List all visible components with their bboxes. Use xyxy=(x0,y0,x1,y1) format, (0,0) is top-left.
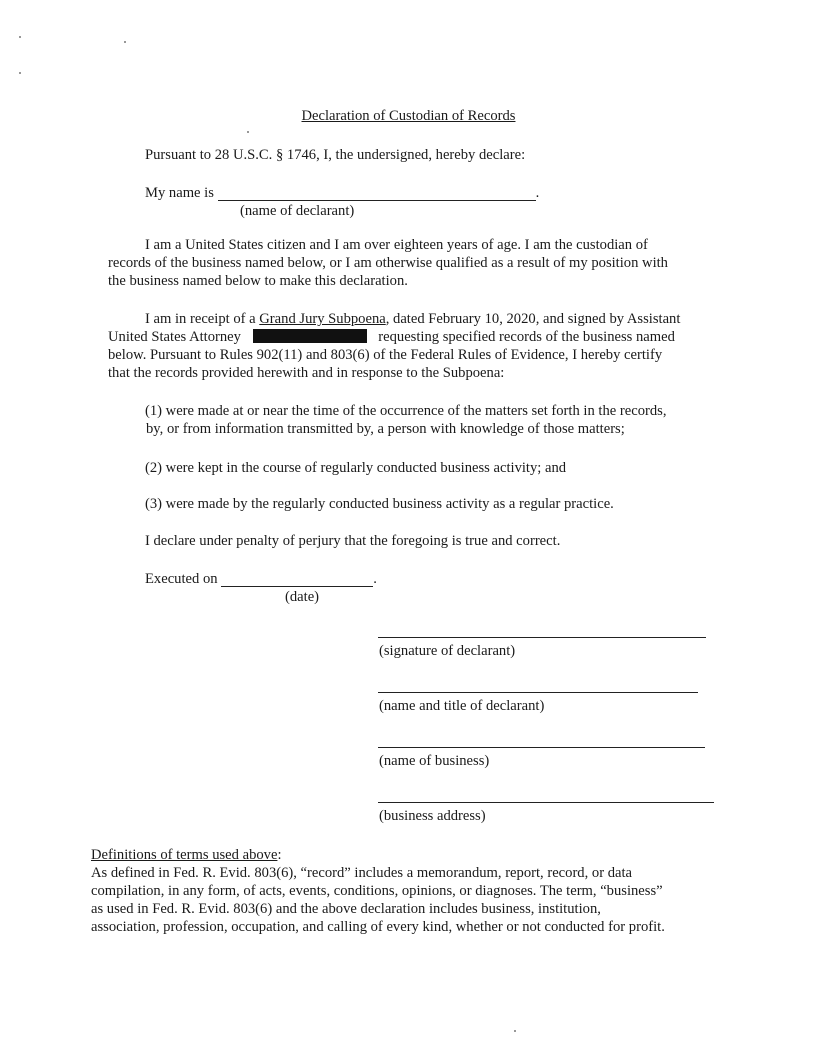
eligibility-paragraph xyxy=(108,236,716,290)
name-input-line[interactable] xyxy=(218,186,536,201)
scan-speck xyxy=(514,1030,516,1032)
date-field: Executed on . xyxy=(145,571,377,587)
paragraph-line: As defined in Fed. R. Evid. 803(6), “record” includes a memorandum, report, record, or data xyxy=(91,865,633,881)
paragraph-line: the business named below to make this declaration. xyxy=(108,273,408,289)
name-title-line[interactable] xyxy=(378,692,698,693)
certification-item-2: (2) were kept in the course of regularly conducted business activity; and xyxy=(145,460,567,476)
page-title: Declaration of Custodian of Records xyxy=(301,108,516,124)
signature-line[interactable] xyxy=(378,637,706,638)
certification-item-3: (3) were made by the regularly conducted business activity as a regular practice. xyxy=(145,496,614,512)
business-name-line[interactable] xyxy=(378,747,705,748)
paragraph-line: below. Pursuant to Rules 902(11) and 803(6) of the Federal Rules of Evidence, I hereby certify xyxy=(108,347,663,363)
paragraph-line: I am a United States citizen and I am over eighteen years of age. I am the custodian of xyxy=(145,237,648,253)
paragraph-line: association, profession, occupation, and calling of every kind, whether or not conducted for profit. xyxy=(91,919,665,935)
scan-speck xyxy=(247,131,249,133)
business-name-caption: (name of business) xyxy=(379,753,490,769)
redaction-block xyxy=(253,329,367,343)
name-field-label: My name is xyxy=(145,185,214,201)
name-field: My name is . xyxy=(145,185,540,201)
definitions-heading: Definitions of terms used above: xyxy=(91,847,282,863)
signature-caption: (signature of declarant) xyxy=(379,643,516,659)
name-field-caption: (name of declarant) xyxy=(240,203,355,219)
scan-speck xyxy=(124,41,126,43)
definitions-body xyxy=(91,864,715,936)
business-address-line[interactable] xyxy=(378,802,714,803)
date-field-label: Executed on xyxy=(145,571,218,587)
paragraph-line: as used in Fed. R. Evid. 803(6) and the above declaration includes business, institution, xyxy=(91,901,601,917)
subpoena-reference: Grand Jury Subpoena xyxy=(259,311,386,327)
certification-item-1: (1) were made at or near the time of the occurrence of the matters set forth in the records, by, or from information transmitted by, a person with knowledge of those matters; xyxy=(145,403,667,437)
subpoena-paragraph xyxy=(108,310,716,382)
date-field-caption: (date) xyxy=(285,589,320,605)
paragraph-line: United States Attorney requesting specified records of the business named xyxy=(108,329,675,345)
scan-speck xyxy=(19,72,21,74)
perjury-statement: I declare under penalty of perjury that the foregoing is true and correct. xyxy=(145,533,561,549)
name-title-caption: (name and title of declarant) xyxy=(379,698,545,714)
intro-statement: Pursuant to 28 U.S.C. § 1746, I, the undersigned, hereby declare: xyxy=(145,147,526,163)
paragraph-line: compilation, in any form, of acts, events, conditions, opinions, or diagnoses. The term, “business” xyxy=(91,883,663,899)
paragraph-line: I am in receipt of a Grand Jury Subpoena, dated February 10, 2020, and signed by Assistant xyxy=(145,311,681,327)
paragraph-line: that the records provided herewith and in response to the Subpoena: xyxy=(108,365,505,381)
paragraph-line: records of the business named below, or I am otherwise qualified as a result of my position with xyxy=(108,255,668,271)
business-address-caption: (business address) xyxy=(379,808,486,824)
scan-speck xyxy=(19,36,21,38)
date-input-line[interactable] xyxy=(221,572,373,587)
